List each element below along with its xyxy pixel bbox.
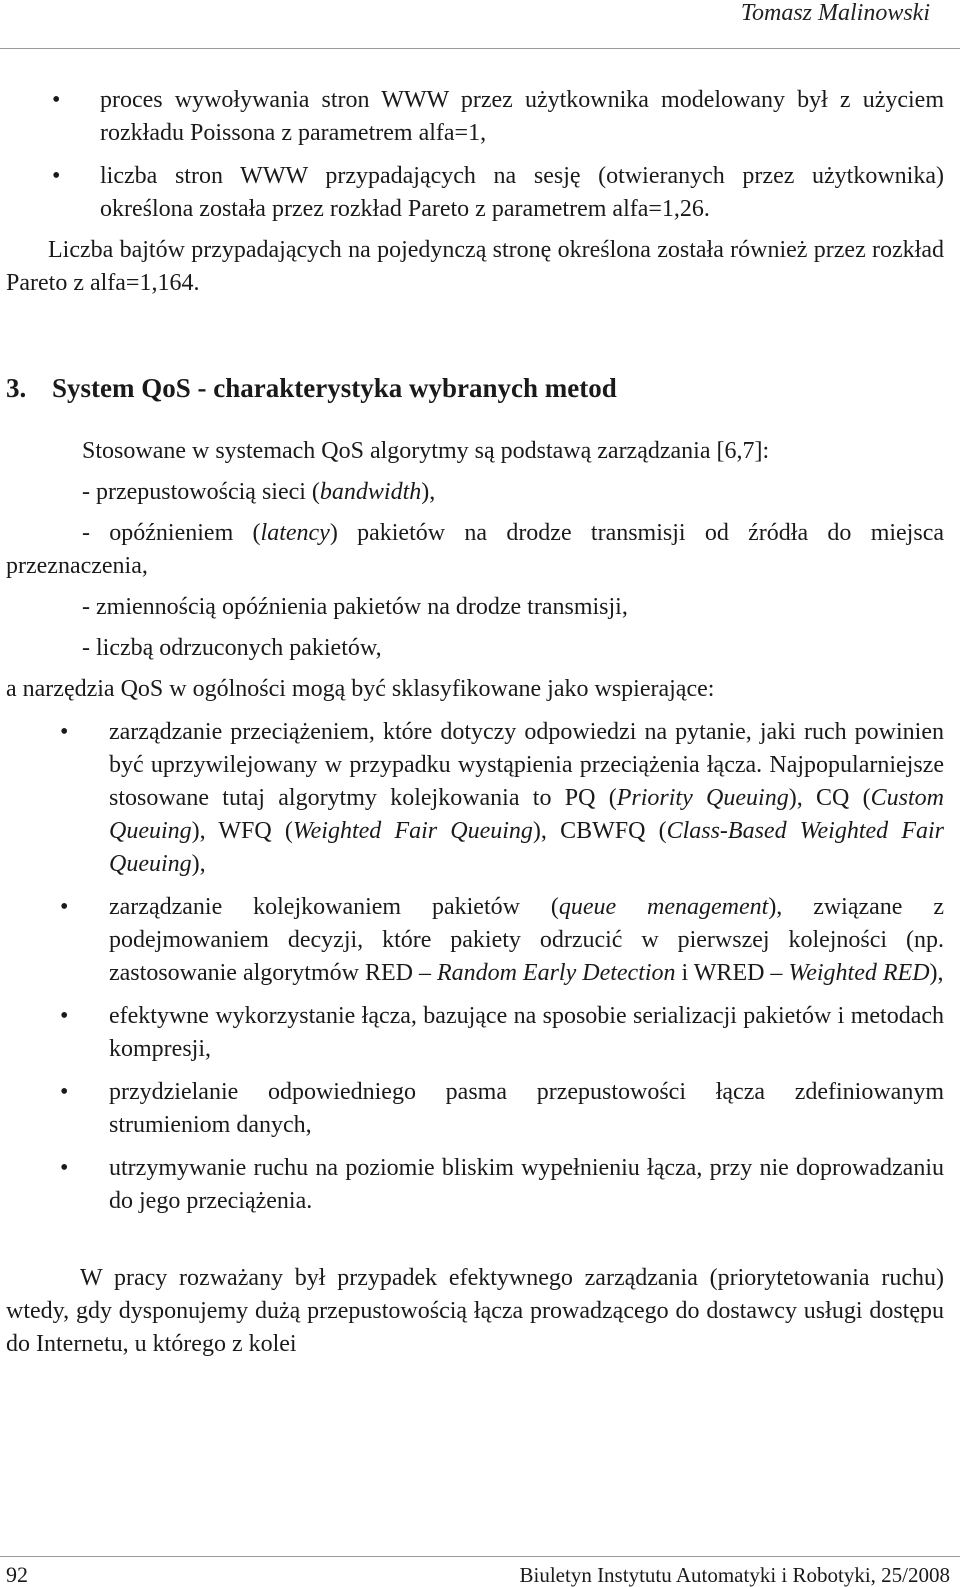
list-item-text: przydzielanie odpowiedniego pasma przepustowości łącza zdefiniowanym strumieniom danych, <box>109 1079 944 1138</box>
list-item <box>6 716 944 881</box>
paragraph-work: W pracy rozważany był przypadek efektywnego zarządzania (priorytetowania ruchu) wtedy, gdy dysponujemy dużą przepustowością łącza prowadzącego do dostawcy usługi dostępu do Internetu, u którego z kolei <box>6 1265 944 1357</box>
dash-item-bandwidth <box>6 476 944 509</box>
list-item-term: Priority Queuing <box>616 785 789 811</box>
list-item-text: ), <box>929 960 944 986</box>
dash-item-jitter: - zmiennością opóźnienia pakietów na drodze transmisji, <box>82 594 628 620</box>
list-item-term: Class-Based Weighted Fair Queuing <box>109 818 944 877</box>
list-item-text: zarządzanie kolejkowaniem pakietów ( <box>109 894 559 920</box>
paragraph-bytes: Liczba bajtów przypadających na pojedynczą stronę określona została również przez rozkład Pareto z alfa=1,164. <box>6 237 944 296</box>
list-item-text: i WRED – <box>675 960 789 986</box>
list-item <box>6 891 944 990</box>
dash-item-latency <box>6 517 944 583</box>
dash-term: latency <box>260 520 330 546</box>
bullet-icon: • <box>60 719 69 745</box>
dash-item-loss: - liczbą odrzuconych pakietów, <box>82 635 382 661</box>
running-head-author: Tomasz Malinowski <box>740 0 930 26</box>
list-item <box>6 84 944 150</box>
list-item-text: ), <box>191 851 206 877</box>
list-item-text: ), WFQ ( <box>191 818 293 844</box>
list-item-text: ), CQ ( <box>788 785 871 811</box>
list-item-term: Custom Queuing <box>109 785 944 844</box>
bullet-icon: • <box>60 894 69 920</box>
page-number: 92 <box>6 1562 28 1587</box>
journal-name: Biuletyn Instytutu Automatyki i Robotyki, 25/2008 <box>519 1563 950 1587</box>
bullet-icon: • <box>60 1079 69 1105</box>
dash-text: ), <box>421 479 436 505</box>
dash-text: - opóźnieniem ( <box>82 520 261 546</box>
list-item-text: liczba stron WWW przypadających na sesję (otwieranych przez użytkownika) określona została przez rozkład Pareto z parametrem alfa=1,26. <box>100 163 944 222</box>
section-heading <box>6 372 944 405</box>
bullet-icon: • <box>60 1155 69 1181</box>
bullet-icon: • <box>52 87 61 113</box>
section-number: 3. <box>6 373 27 403</box>
list-item <box>6 1076 944 1142</box>
qos-tools-list <box>6 716 944 1218</box>
list-item <box>6 160 944 226</box>
list-item-text: efektywne wykorzystanie łącza, bazujące na sposobie serializacji pakietów i metodach kompresji, <box>109 1003 944 1062</box>
list-item-text: zarządzanie przeciążeniem, które dotyczy odpowiedzi na pytanie, jaki ruch powinien być uprzywilejowany w przypadku wystąpienia przeciążenia łącza. Najpopularniejsze stosowane tutaj algorytmy kolejkowania to PQ ( <box>109 719 944 811</box>
list-item-text: ), CBWFQ ( <box>532 818 667 844</box>
list-item-term: Random Early Detection <box>436 960 676 986</box>
bullet-icon: • <box>52 163 61 189</box>
footer-rule <box>0 1556 960 1557</box>
parameters-list <box>6 84 944 226</box>
list-item-term: Weighted RED <box>788 960 930 986</box>
list-item <box>6 1000 944 1066</box>
intro-paragraph: Stosowane w systemach QoS algorytmy są podstawą zarządzania [6,7]: <box>82 438 770 464</box>
list-item-text: ), związane z podejmowaniem decyzji, które pakiety odrzucić w pierwszej kolejności (np. zastosowanie algorytmów RED – <box>109 894 944 986</box>
list-item-text: utrzymywanie ruchu na poziomie bliskim wypełnieniu łącza, przy nie doprowadzaniu do jego przeciążenia. <box>109 1155 944 1214</box>
page-body <box>6 84 944 1361</box>
header-rule <box>0 48 960 49</box>
dash-term: bandwidth <box>319 479 422 505</box>
dash-text: ) pakietów na drodze transmisji od źródła do miejsca przeznaczenia, <box>6 520 944 579</box>
bullet-icon: • <box>60 1003 69 1029</box>
list-item-text: proces wywoływania stron WWW przez użytkownika modelowany był z użyciem rozkładu Poissona z parametrem alfa=1, <box>100 87 944 146</box>
tools-intro: a narzędzia QoS w ogólności mogą być sklasyfikowane jako wspierające: <box>6 676 715 702</box>
list-item-term: queue menagement <box>558 894 769 920</box>
section-title: System QoS - charakterystyka wybranych metod <box>52 373 617 403</box>
list-item-term: Weighted Fair Queuing <box>292 818 533 844</box>
list-item <box>6 1152 944 1218</box>
dash-text: - przepustowością sieci ( <box>82 479 320 505</box>
